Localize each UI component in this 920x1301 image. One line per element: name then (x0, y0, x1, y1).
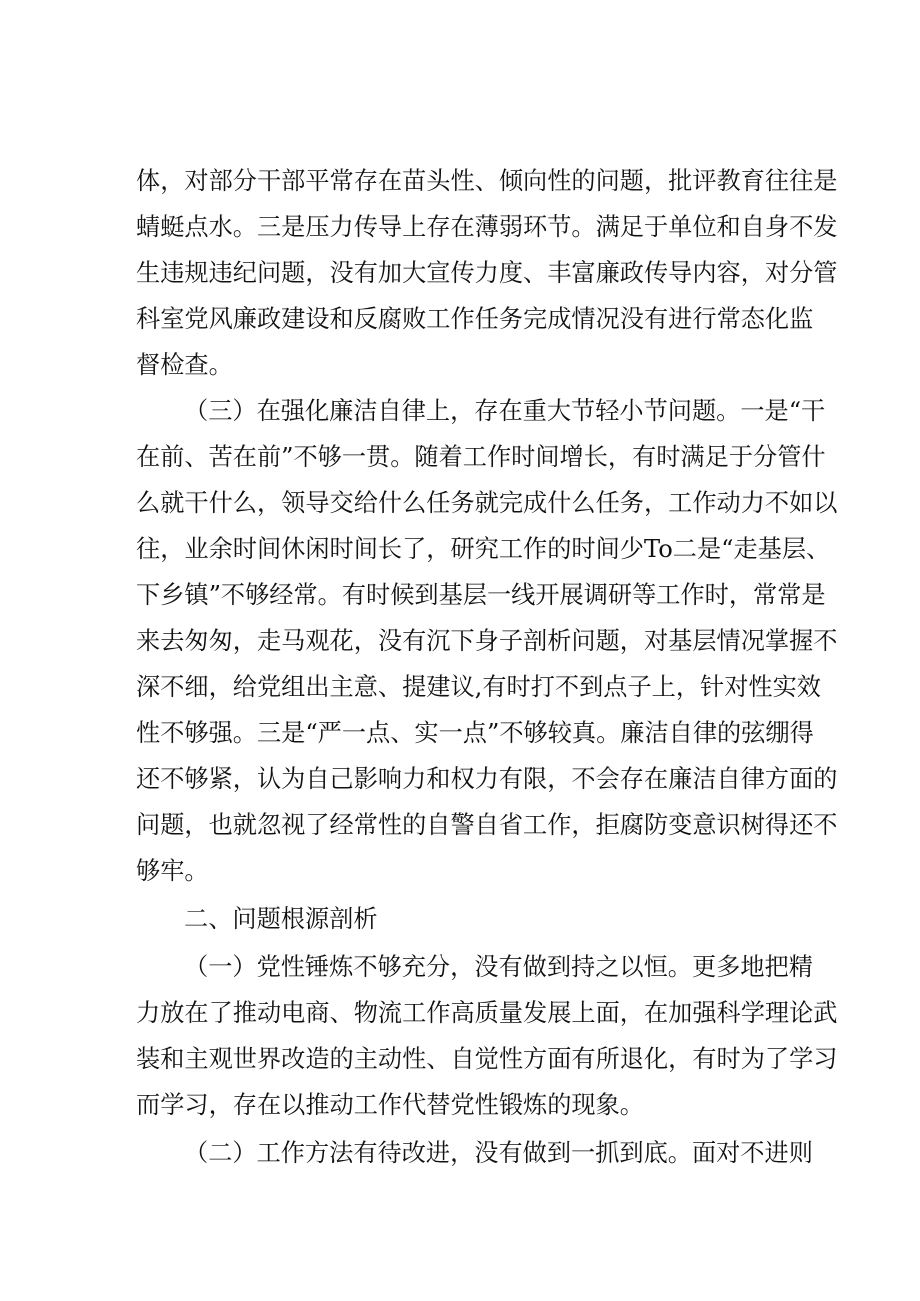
text-line: 下乡镇”不够经常。有时候到基层一线开展调研等工作时，常常是 (136, 581, 826, 609)
text-line: 生违规违纪问题，没有加大宣传力度、丰富廉政传导内容，对分管 (136, 259, 838, 287)
text-line: （三）在强化廉洁自律上，存在重大节轻小节问题。一是“干 (184, 397, 826, 425)
text-line: 来去匆匆，走马观花，没有沉下身子剖析问题，对基层情况掌握不 (136, 627, 838, 655)
text-line: 蜻蜓点水。三是压力传导上存在薄弱环节。满足于单位和自身不发 (136, 213, 838, 241)
text-line: 够牢。 (136, 857, 209, 885)
text-line: 装和主观世界改造的主动性、自觉性方面有所退化，有时为了学习 (136, 1045, 838, 1073)
text-line: 还不够紧，认为自己影响力和权力有限，不会存在廉洁自律方面的 (136, 765, 838, 793)
heading-text: 二、问题根源剖析 (184, 905, 378, 933)
text-line: （一）党性锤炼不够充分，没有做到持之以恒。更多地把精 (184, 953, 813, 981)
text-line: 性不够强。三是“严一点、实一点”不够较真。廉洁自律的弦绷得 (136, 719, 814, 747)
text-line: 深不细，给党组出主意、提建议,有时打不到点子上，针对性实效 (136, 673, 821, 701)
text-line: 体，对部分干部平常存在苗头性、倾向性的问题，批评教育往往是 (136, 167, 838, 195)
text-line: 问题，也就忽视了经常性的自警自省工作，拒腐防变意识树得还不 (136, 811, 838, 839)
text-line: 往，业余时间休闲时间长了，研究工作的时间少To二是“走基层、 (136, 535, 831, 563)
text-line: 力放在了推动电商、物流工作高质量发展上面，在加强科学理论武 (136, 999, 838, 1027)
text-line: 在前、苦在前”不够一贯。随着工作时间增长，有时满足于分管什 (136, 443, 826, 471)
text-line: 么就干什么，领导交给什么任务就完成什么任务，工作动力不如以 (136, 489, 838, 517)
text-line: （二）工作方法有待改进，没有做到一抓到底。面对不进则 (184, 1139, 813, 1167)
text-line: 科室党风廉政建设和反腐败工作任务完成情况没有进行常态化监 (136, 305, 814, 333)
text-line: 督检查。 (136, 351, 233, 379)
text-line: 而学习，存在以推动工作代替党性锻炼的现象。 (136, 1091, 644, 1119)
